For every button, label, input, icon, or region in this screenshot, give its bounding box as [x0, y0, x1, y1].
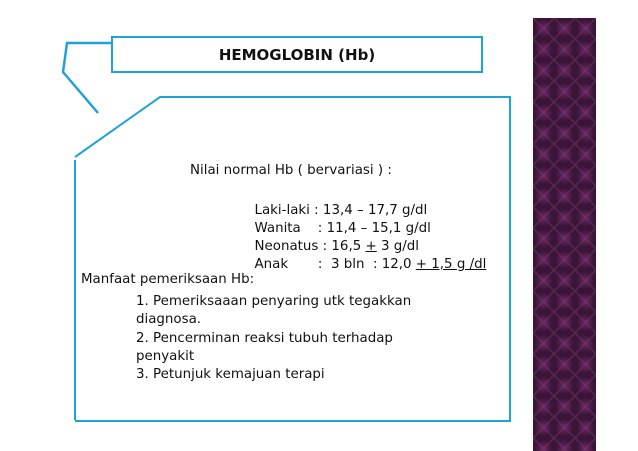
decorative-side-strip	[533, 18, 596, 451]
ref-row-neonate: Neonatus : 16,5 + 3 g/dl	[254, 239, 419, 254]
normal-values-heading: Nilai normal Hb ( bervariasi ) :	[190, 163, 392, 178]
ref-value: 11,4 – 15,1 g/dl	[326, 221, 431, 236]
benefits-heading: Manfaat pemeriksaan Hb:	[81, 272, 255, 287]
ref-label: Neonatus	[254, 239, 319, 254]
benefit-item: 2. Pencerminan reaksi tubuh terhadap	[136, 331, 393, 346]
ref-value: 13,4 – 17,7 g/dl	[322, 203, 428, 218]
ref-label: Laki-laki	[254, 203, 310, 218]
ref-row-female: Wanita : 11,4 – 15,1 g/dl	[254, 221, 431, 236]
ref-row-child: Anak : 3 bln : 12,0 + 1,5 g /dl	[254, 257, 487, 272]
benefit-item: penyakit	[136, 349, 195, 364]
slide-title-box	[111, 36, 483, 73]
slide-title: HEMOGLOBIN (Hb)	[218, 45, 376, 64]
benefit-item: 3. Petunjuk kemajuan terapi	[136, 367, 325, 382]
ref-label: Wanita	[254, 221, 301, 236]
ref-row-male: Laki-laki : 13,4 – 17,7 g/dl	[254, 203, 428, 218]
benefit-item: diagnosa.	[136, 312, 202, 327]
benefit-item: 1. Pemeriksaaan penyaring utk tegakkan	[136, 294, 412, 309]
ref-label: Anak	[254, 257, 289, 272]
